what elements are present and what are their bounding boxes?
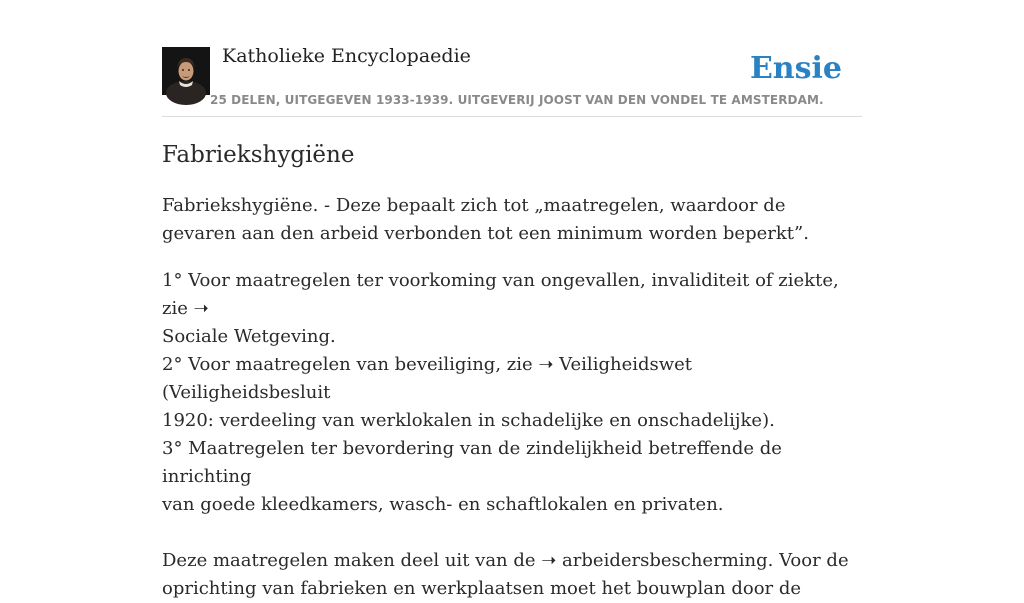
article-intro: Fabriekshygiëne. - Deze bepaalt zich tot „maatregelen, waardoor de gevaren aan den arbeid verbonden tot een minimum worden beperkt”. [162,195,809,244]
site-title[interactable]: Katholieke Encyclopaedie [222,45,471,67]
body-line: oprichting van fabrieken en werkplaatsen moet het bouwplan door de [162,578,802,599]
brand-logo[interactable]: Ensie [749,51,842,86]
body-line[interactable]: Sociale Wetgeving. [162,326,336,347]
paragraph-gap [162,519,862,547]
portrait-icon [162,47,210,95]
author-avatar[interactable] [162,47,210,95]
site-subtitle: 25 DELEN, UITGEGEVEN 1933-1939. UITGEVERIJ JOOST VAN DEN VONDEL TE AMSTERDAM. [210,93,824,107]
article-title: Fabriekshygiëne [162,142,355,168]
article-content [162,138,862,603]
body-line: Deze maatregelen maken deel uit van de ➝ arbeidersbescherming. Voor de [162,550,849,571]
site-header [162,0,862,117]
body-line: 1920: verdeeling van werklokalen in schadelijke en onschadelijke). [162,410,775,431]
body-line: van goede kleedkamers, wasch- en schaftlokalen en privaten. [162,494,724,515]
body-line: 2° Voor maatregelen van beveiliging, zie ➝ Veiligheidswet (Veiligheidsbesluit [162,354,693,403]
article-body [162,267,862,603]
body-line: 3° Maatregelen ter bevordering van de zindelijkheid betreffende de inrichting [162,438,782,487]
body-line: 1° Voor maatregelen ter voorkoming van ongevallen, invaliditeit of ziekte, zie ➝ [162,270,839,319]
